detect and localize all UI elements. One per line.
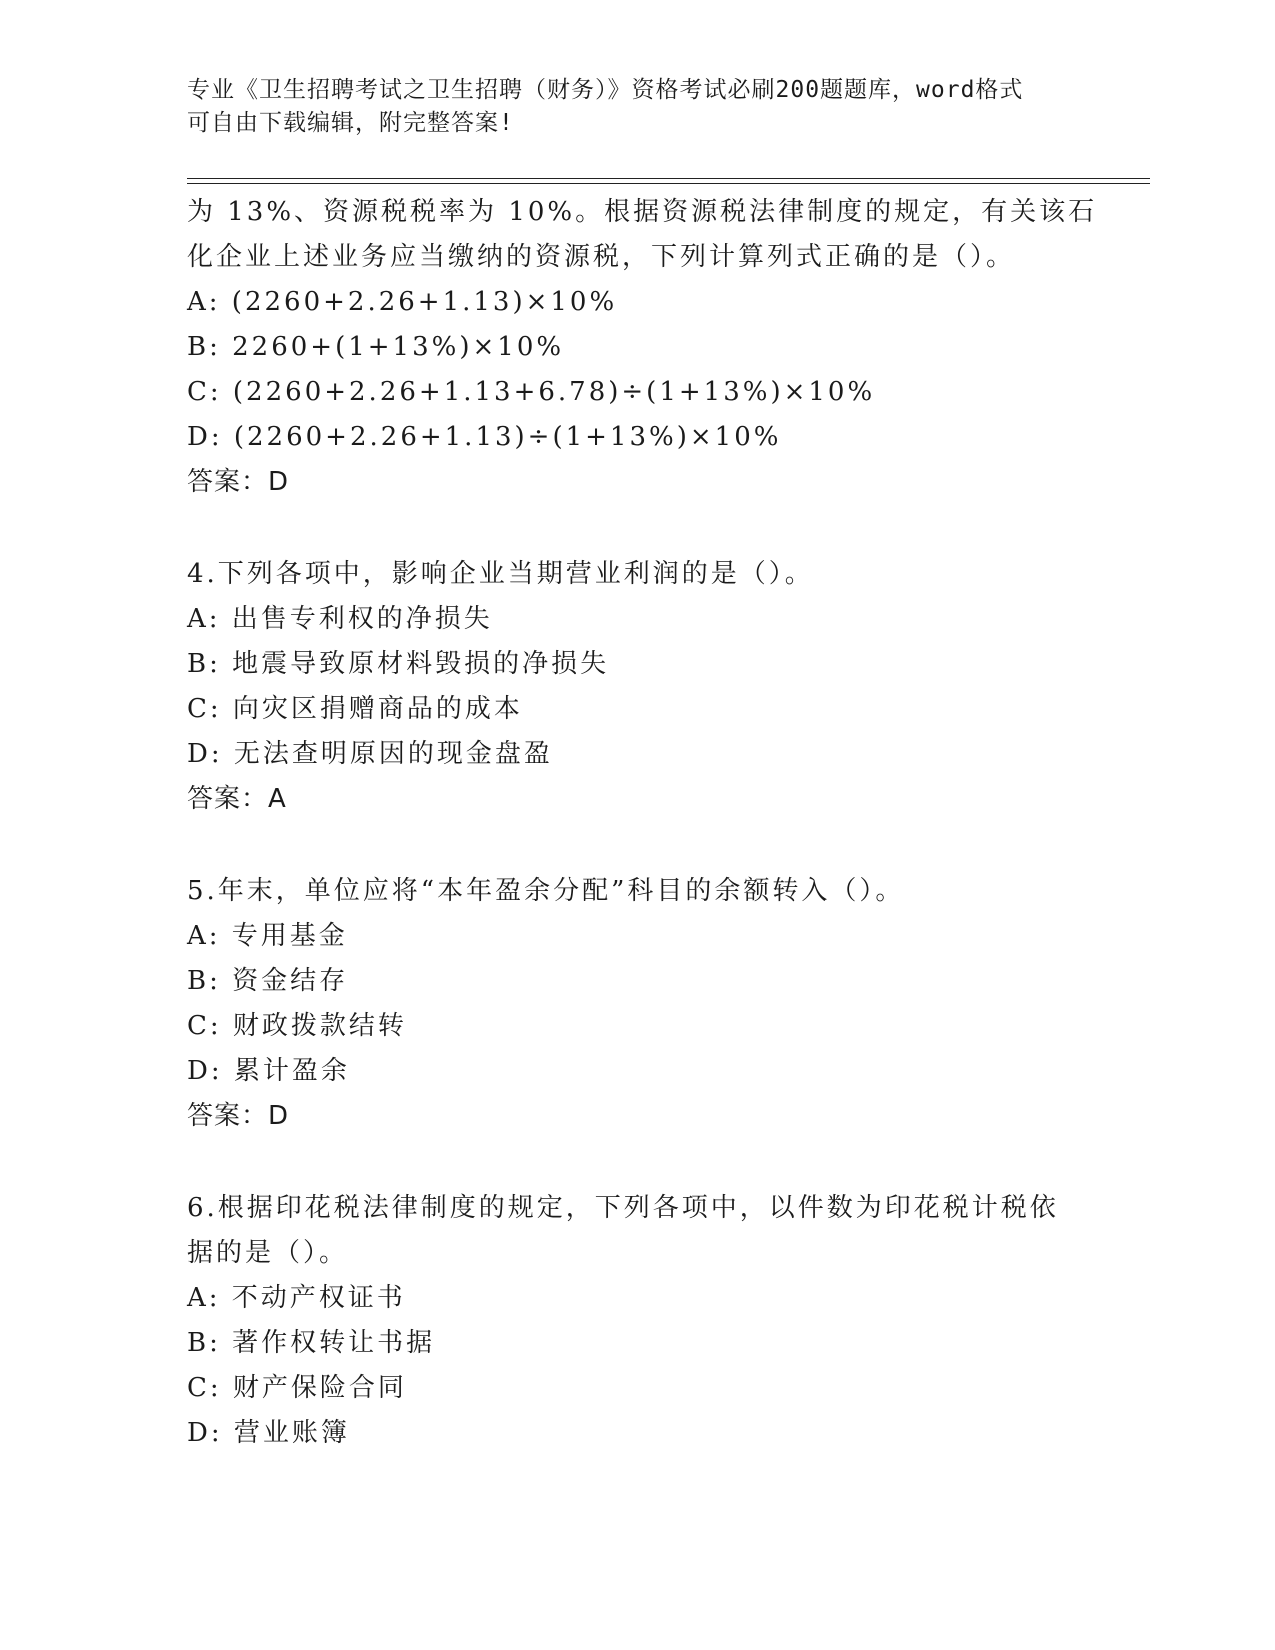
question-4-option-c: C: 向灾区捐赠商品的成本	[187, 694, 523, 724]
question-3-option-d: D: (2260+2.26+1.13)÷(1+13%)×10%	[187, 422, 782, 452]
question-3-option-b: B: 2260+(1+13%)×10%	[187, 332, 565, 362]
header-divider-top	[187, 178, 1150, 179]
question-5-option-d: D: 累计盈余	[187, 1056, 350, 1086]
question-3-stem-line-2: 化企业上述业务应当缴纳的资源税，下列计算列式正确的是（）。	[187, 242, 1016, 272]
spacer	[187, 505, 1107, 552]
question-3-option-a: A: (2260+2.26+1.13)×10%	[187, 287, 618, 317]
question-5-option-c: C: 财政拨款结转	[187, 1011, 407, 1041]
question-6-stem-line-2: 据的是（）。	[187, 1238, 349, 1268]
question-4-option-d: D: 无法查明原因的现金盘盈	[187, 739, 553, 769]
spacer	[187, 822, 1107, 869]
question-4-answer: 答案：A	[187, 784, 287, 814]
question-6-option-a: A: 不动产权证书	[187, 1283, 406, 1313]
header-divider-bottom	[187, 183, 1150, 184]
question-6-option-b: B: 著作权转让书据	[187, 1328, 436, 1358]
question-4-option-a: A: 出售专利权的净损失	[187, 604, 493, 634]
question-3-option-c: C: (2260+2.26+1.13+6.78)÷(1+13%)×10%	[187, 377, 876, 407]
question-5-stem: 5.年末，单位应将“本年盈余分配”科目的余额转入（）。	[187, 876, 905, 906]
question-3-answer: 答案：D	[187, 467, 290, 497]
question-3-stem-line-1: 为 13%、资源税税率为 10%。根据资源税法律制度的规定，有关该石	[187, 197, 1098, 227]
question-6-option-d: D: 营业账簿	[187, 1418, 350, 1448]
page-header	[187, 74, 1087, 140]
question-4-option-b: B: 地震导致原材料毁损的净损失	[187, 649, 610, 679]
spacer	[187, 1139, 1107, 1186]
question-3-continuation	[187, 190, 1107, 505]
question-4	[187, 552, 1107, 822]
question-5	[187, 869, 1107, 1139]
question-4-stem: 4.下列各项中，影响企业当期营业利润的是（）。	[187, 559, 814, 589]
header-title-line-2: 可自由下载编辑，附完整答案!	[187, 110, 514, 136]
question-6	[187, 1186, 1107, 1456]
question-list	[187, 190, 1107, 1456]
question-5-option-a: A: 专用基金	[187, 921, 348, 951]
question-5-answer: 答案：D	[187, 1101, 290, 1131]
question-6-option-c: C: 财产保险合同	[187, 1373, 407, 1403]
header-title-line-1: 专业《卫生招聘考试之卫生招聘（财务）》资格考试必刷200题题库，word格式	[187, 77, 1024, 103]
question-6-stem-line-1: 6.根据印花税法律制度的规定，下列各项中，以件数为印花税计税依	[187, 1193, 1059, 1223]
question-5-option-b: B: 资金结存	[187, 966, 349, 996]
